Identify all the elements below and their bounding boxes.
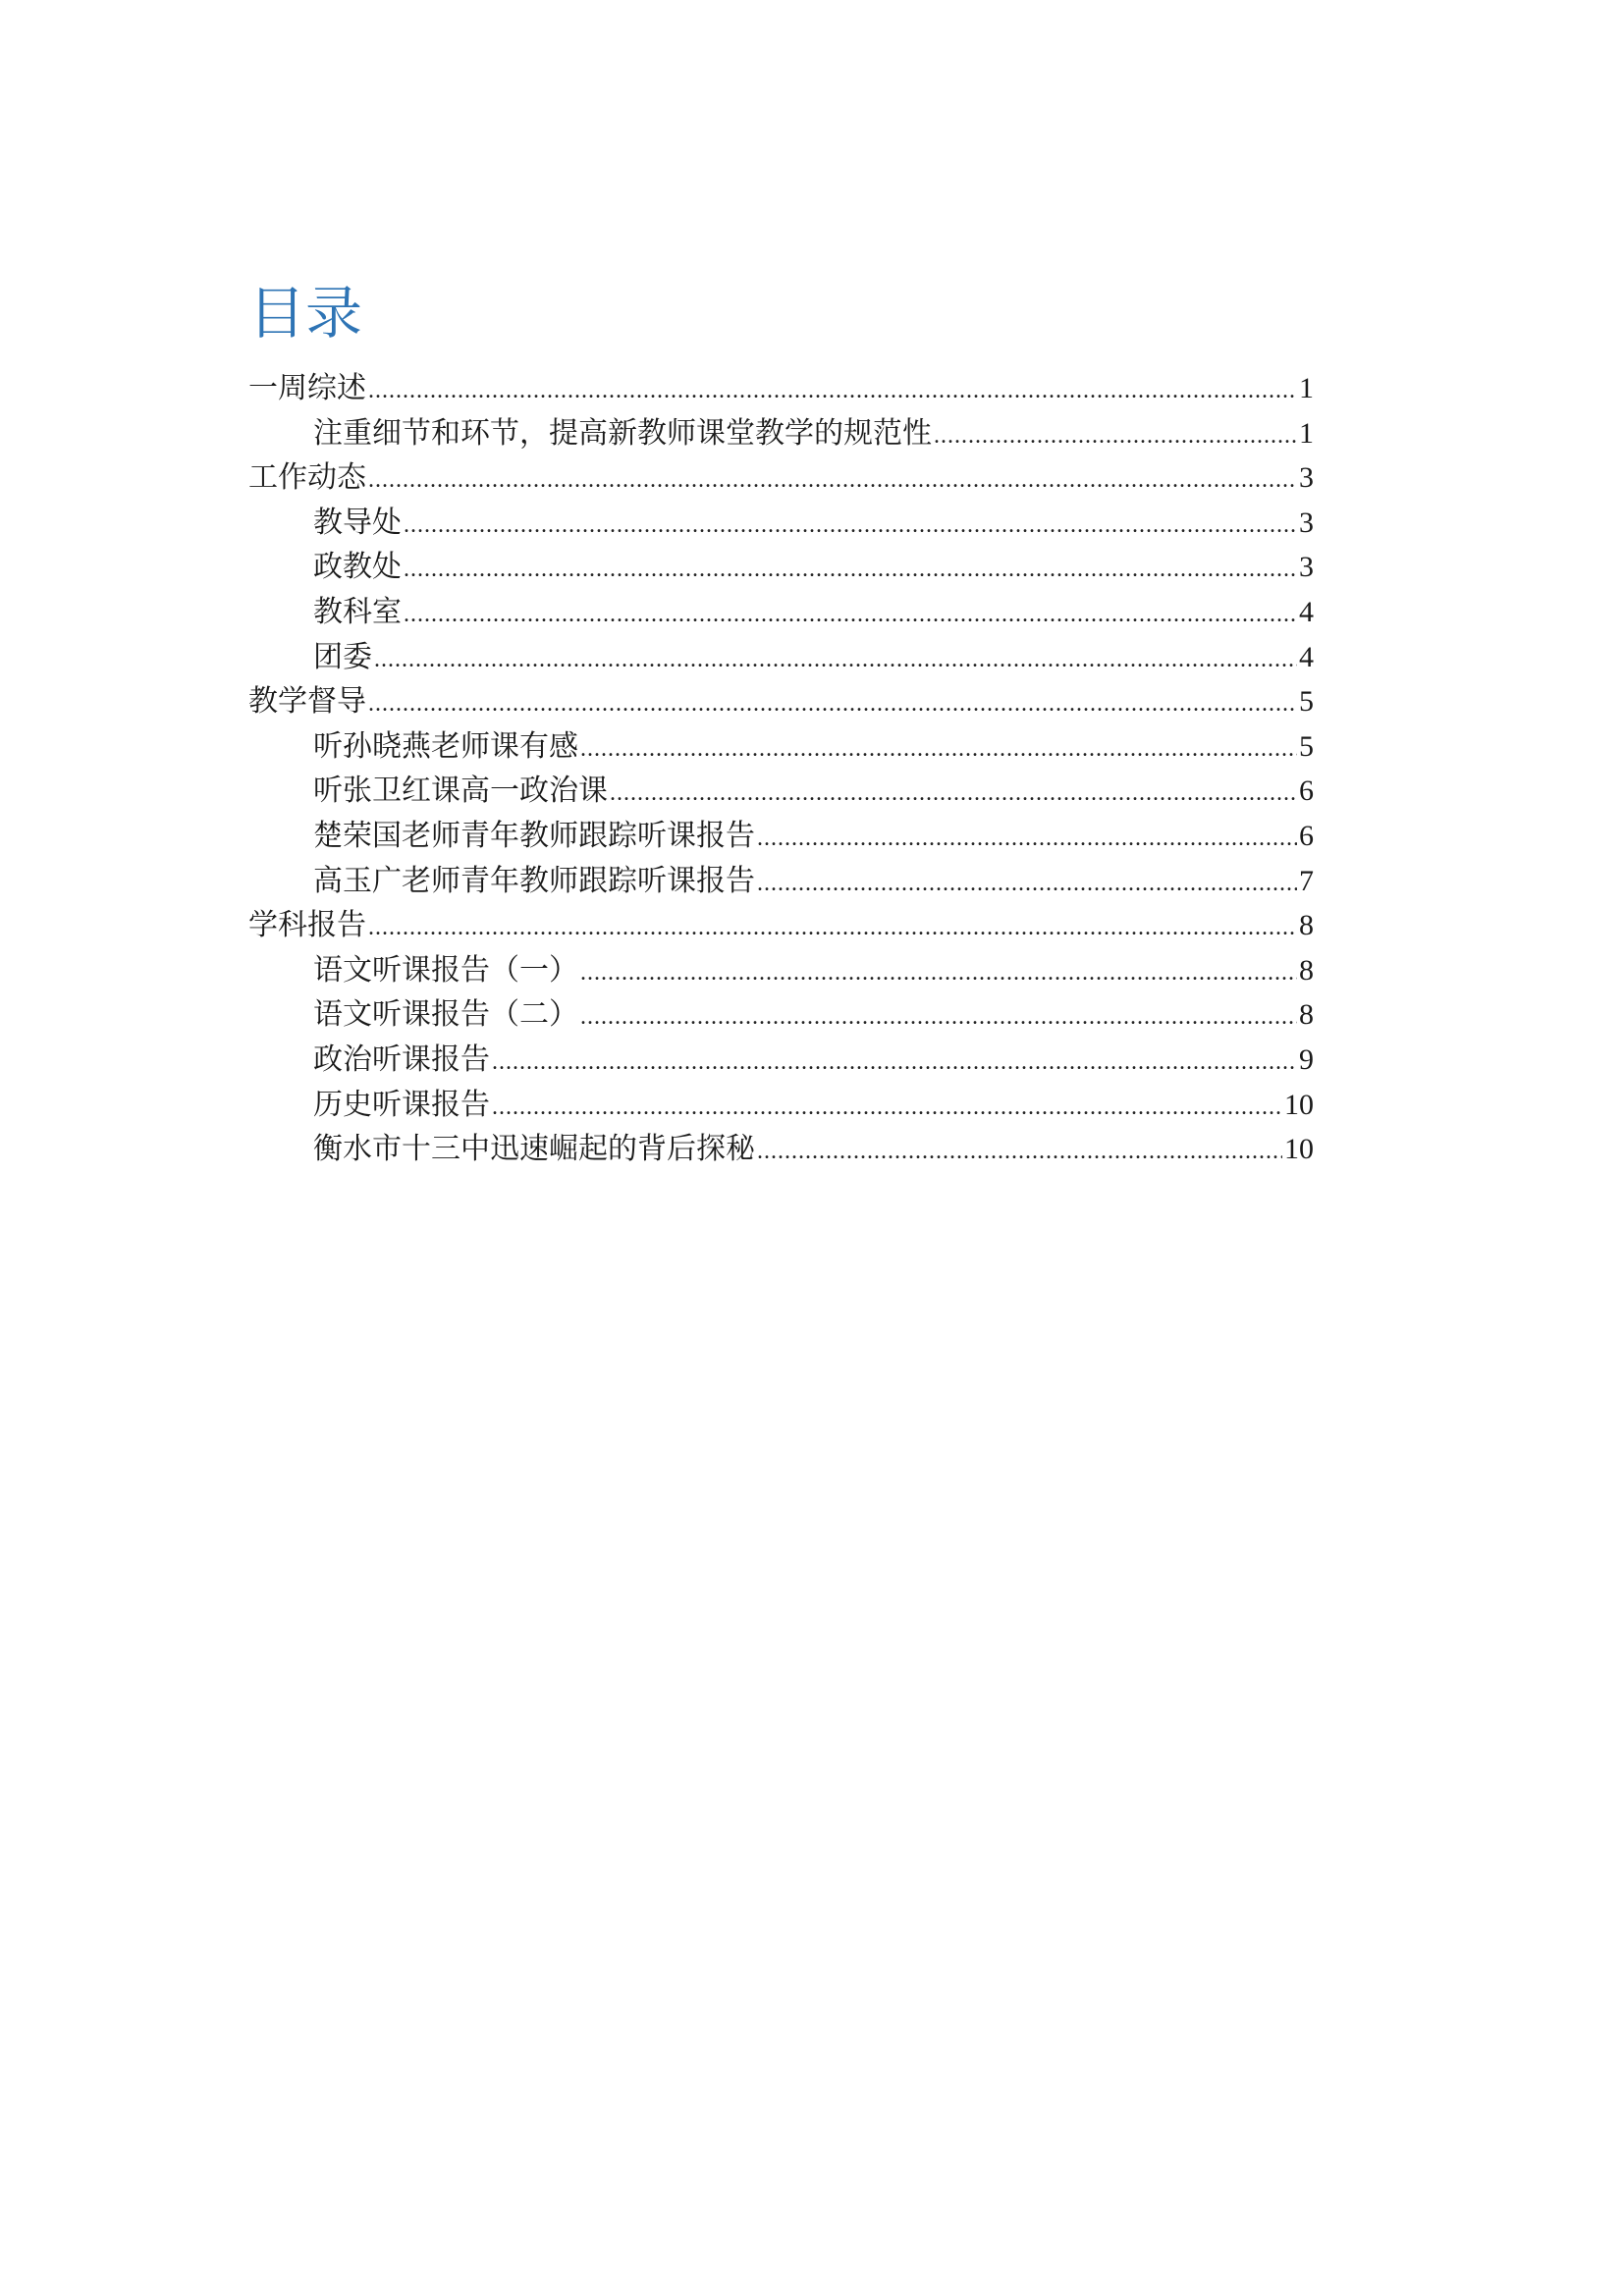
toc-entry-page-number: 10 <box>1284 1088 1314 1121</box>
toc-entry-page-number: 9 <box>1299 1042 1314 1076</box>
toc-entry-subheading[interactable] <box>248 814 1314 859</box>
toc-entry-heading[interactable] <box>248 455 1314 501</box>
toc-entry-label: 教科室 <box>313 594 402 629</box>
toc-dot-leader <box>580 951 1297 996</box>
toc-entry-label: 高玉广老师青年教师跟踪听课报告 <box>313 863 755 898</box>
toc-entry-label: 楚荣国老师青年教师跟踪听课报告 <box>313 818 755 853</box>
toc-entry-subheading[interactable] <box>248 1038 1314 1083</box>
toc-entry-subheading[interactable] <box>248 724 1314 770</box>
toc-entry-subheading[interactable] <box>248 1083 1314 1128</box>
toc-entry-page-number: 8 <box>1299 953 1314 987</box>
toc-list <box>248 366 1314 1172</box>
toc-entry-subheading[interactable] <box>248 590 1314 635</box>
toc-dot-leader <box>492 1041 1297 1086</box>
toc-entry-label: 教导处 <box>313 505 402 540</box>
toc-entry-label: 听张卫红课高一政治课 <box>313 774 608 809</box>
toc-entry-subheading[interactable] <box>248 501 1314 546</box>
toc-entry-label: 政教处 <box>313 550 402 585</box>
toc-entry-page-number: 3 <box>1299 551 1314 584</box>
toc-dot-leader <box>368 682 1297 727</box>
toc-entry-subheading[interactable] <box>248 992 1314 1038</box>
toc-dot-leader <box>404 593 1297 638</box>
toc-entry-label: 历史听课报告 <box>313 1087 490 1122</box>
toc-entry-label: 注重细节和环节，提高新教师课堂教学的规范性 <box>313 415 932 451</box>
toc-entry-label: 听孙晓燕老师课有感 <box>313 728 578 764</box>
toc-entry-heading[interactable] <box>248 903 1314 948</box>
toc-dot-leader <box>492 1086 1282 1131</box>
toc-entry-subheading[interactable] <box>248 545 1314 590</box>
toc-dot-leader <box>368 369 1297 414</box>
toc-entry-heading[interactable] <box>248 366 1314 411</box>
toc-dot-leader <box>757 817 1297 862</box>
toc-entry-label: 语文听课报告（二） <box>313 997 578 1033</box>
toc-entry-page-number: 4 <box>1299 595 1314 628</box>
toc-entry-page-number: 5 <box>1299 729 1314 763</box>
toc-entry-page-number: 8 <box>1299 998 1314 1032</box>
toc-entry-subheading[interactable] <box>248 1127 1314 1172</box>
toc-entry-label: 团委 <box>313 639 372 674</box>
toc-entry-page-number: 4 <box>1299 640 1314 673</box>
toc-entry-subheading[interactable] <box>248 635 1314 680</box>
toc-dot-leader <box>934 414 1297 459</box>
toc-entry-page-number: 10 <box>1284 1133 1314 1166</box>
toc-entry-page-number: 3 <box>1299 461 1314 495</box>
toc-dot-leader <box>404 504 1297 549</box>
toc-entry-subheading[interactable] <box>248 859 1314 904</box>
toc-dot-leader <box>368 458 1297 504</box>
toc-entry-page-number: 8 <box>1299 909 1314 942</box>
toc-entry-label: 一周综述 <box>248 371 366 405</box>
toc-entry-page-number: 6 <box>1299 774 1314 808</box>
toc-entry-label: 政治听课报告 <box>313 1041 490 1077</box>
toc-entry-subheading[interactable] <box>248 411 1314 456</box>
toc-entry-page-number: 7 <box>1299 864 1314 897</box>
toc-entry-heading[interactable] <box>248 679 1314 724</box>
toc-entry-page-number: 1 <box>1299 416 1314 450</box>
toc-entry-label: 工作动态 <box>248 460 366 496</box>
toc-dot-leader <box>404 548 1297 593</box>
toc-dot-leader <box>757 862 1297 907</box>
toc-entry-page-number: 1 <box>1299 372 1314 404</box>
toc-entry-subheading[interactable] <box>248 948 1314 993</box>
toc-entry-label: 学科报告 <box>248 908 366 943</box>
toc-entry-label: 衡水市十三中迅速崛起的背后探秘 <box>313 1132 755 1167</box>
toc-dot-leader <box>368 906 1297 951</box>
toc-entry-page-number: 5 <box>1299 685 1314 719</box>
toc-title: 目录 <box>248 280 363 347</box>
toc-entry-label: 语文听课报告（一） <box>313 952 578 988</box>
toc-dot-leader <box>580 727 1297 773</box>
toc-dot-leader <box>610 772 1297 817</box>
toc-entry-page-number: 6 <box>1299 819 1314 852</box>
toc-entry-label: 教学督导 <box>248 684 366 720</box>
toc-dot-leader <box>580 995 1297 1041</box>
toc-entry-page-number: 3 <box>1299 506 1314 539</box>
toc-dot-leader <box>757 1130 1282 1175</box>
toc-entry-subheading[interactable] <box>248 769 1314 814</box>
toc-dot-leader <box>374 638 1297 683</box>
